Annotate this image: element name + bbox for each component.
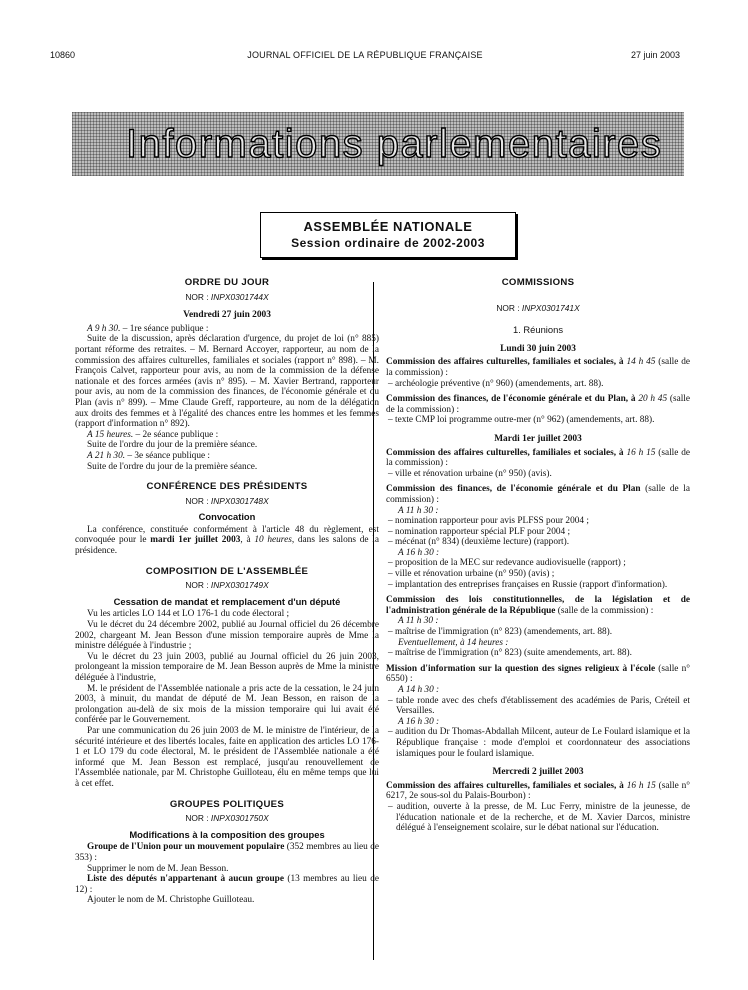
d2c4-list-1 bbox=[386, 696, 690, 717]
list-item: – audition, ouverte à la presse, de M. Luc Ferry, ministre de la jeunesse, de l'éducation nationale et de la recherche, et de M. Xavier Darcos, ministre délégué à l'enseignement scolaire, sur le débat national sur l'éducation. bbox=[386, 802, 690, 834]
list-item: – archéologie préventive (n° 960) (amendements, art. 88). bbox=[386, 379, 690, 390]
list-item: – mécénat (n° 834) (deuxième lecture) (rapport). bbox=[386, 537, 690, 548]
list-item: – proposition de la MEC sur redevance audiovisuelle (rapport) ; bbox=[386, 558, 690, 569]
composition-p3: Vu le décret du 23 juin 2003, publié au Journal officiel du 26 juin 2003, prolongeant la mission temporaire de M. Jean Besson auprès de Mme la ministre déléguée à l'industrie, bbox=[75, 651, 379, 683]
conference-sub: Convocation bbox=[198, 511, 256, 523]
d2c4-time-2: A 16 h 30 : bbox=[398, 716, 440, 727]
groupes-sub: Modifications à la composition des groupes bbox=[129, 828, 325, 840]
d2c2-time-1: A 11 h 30 : bbox=[398, 505, 439, 516]
seance-1: A 9 h 30. – 1re séance publique : bbox=[87, 323, 209, 334]
seance-3-text: Suite de l'ordre du jour de la première séance. bbox=[87, 461, 258, 472]
composition-sub: Cessation de mandat et remplacement d'un député bbox=[113, 595, 341, 607]
right-column bbox=[386, 278, 690, 834]
seance-2: A 15 heures. – 2e séance publique : bbox=[87, 429, 219, 440]
composition-p1: Vu les articles LO 144 et LO 176-1 du code électoral ; bbox=[87, 609, 290, 620]
composition-nor: NOR : INPX0301749X bbox=[185, 580, 269, 591]
groupe-2-action: Ajouter le nom de M. Christophe Guilloteau. bbox=[87, 895, 255, 906]
page-number: 10860 bbox=[50, 50, 76, 60]
commissions-nor: NOR : INPX0301741X bbox=[496, 302, 580, 313]
d2c3-time-1: A 11 h 30 : bbox=[398, 616, 439, 627]
d2-mission: Mission d'information sur la question des signes religieux à l'école (salle n° 6550) : bbox=[386, 663, 690, 685]
groupe-2: Liste des députés n'appartenant à aucun groupe (13 membres au lieu de 12) : bbox=[75, 874, 379, 895]
d2-commission-3: Commission des lois constitutionnelles, de la législation et de l'administration générale de la République (salle de la commission) : bbox=[386, 595, 690, 616]
d3c1-list bbox=[386, 802, 690, 834]
commissions-title: COMMISSIONS bbox=[501, 277, 575, 288]
conference-text: La conférence, constituée conformément à l'article 48 du règlement, est convoquée pour le mardi 1er juillet 2003, à 10 heures, dans les salons de la présidence. bbox=[75, 524, 380, 557]
reunions-sub: 1. Réunions bbox=[512, 324, 564, 336]
session-name: Session ordinaire de 2002-2003 bbox=[291, 236, 485, 250]
left-column bbox=[75, 278, 379, 906]
list-item: – texte CMP loi programme outre-mer (n° 962) (amendements, art. 88). bbox=[386, 415, 690, 426]
list-item: – maîtrise de l'immigration (n° 823) (suite amendements, art. 88). bbox=[386, 648, 690, 659]
composition-title: COMPOSITION DE L'ASSEMBLÉE bbox=[145, 565, 309, 577]
d2c4-time-1: A 14 h 30 : bbox=[398, 685, 440, 695]
conference-title: CONFÉRENCE DES PRÉSIDENTS bbox=[146, 481, 308, 493]
d2c2-list-1 bbox=[386, 516, 690, 548]
d2c4-list-2 bbox=[386, 727, 690, 759]
seance-2-text: Suite de l'ordre du jour de la première séance. bbox=[87, 440, 258, 451]
date-mardi: Mardi 1er juillet 2003 bbox=[494, 433, 582, 444]
ordre-nor: NOR : INPX0301744X bbox=[185, 291, 269, 302]
groupe-1: Groupe de l'Union pour un mouvement populaire (352 membres au lieu de 353) : bbox=[75, 842, 379, 863]
d1c1-list bbox=[386, 379, 690, 390]
d2c3-time-2: Eventuellement, à 14 heures : bbox=[398, 637, 509, 648]
d2c3-list-2 bbox=[386, 648, 690, 659]
journal-title: JOURNAL OFFICIEL DE LA RÉPUBLIQUE FRANÇAISE bbox=[247, 50, 483, 60]
d2-commission-1: Commission des affaires culturelles, familiales et sociales, à 16 h 15 (salle de la commission) : bbox=[386, 447, 691, 469]
d1-commission-1: Commission des affaires culturelles, familiales et sociales, à 14 h 45 (salle de la commission) : bbox=[386, 357, 691, 378]
banner-title: Informations parlementaires bbox=[126, 122, 663, 166]
d2c1-list bbox=[386, 469, 690, 480]
d3-commission-1: Commission des affaires culturelles, familiales et sociales, à 16 h 15 (salle n° 6217, 2e sous-sol du Palais-Bourbon) : bbox=[386, 780, 691, 802]
ordre-title: ORDRE DU JOUR bbox=[184, 277, 270, 288]
list-item: – ville et rénovation urbaine (n° 950) (avis). bbox=[386, 469, 690, 480]
groupes-title: GROUPES POLITIQUES bbox=[169, 798, 285, 810]
seance-3: A 21 h 30. – 3e séance publique : bbox=[87, 450, 210, 461]
groupes-nor: NOR : INPX0301750X bbox=[185, 813, 269, 824]
date-lundi: Lundi 30 juin 2003 bbox=[500, 343, 576, 354]
d2c2-list-2 bbox=[386, 558, 690, 590]
list-item: – nomination rapporteur spécial PLF pour 2004 ; bbox=[386, 527, 690, 538]
date-mercredi: Mercredi 2 juillet 2003 bbox=[492, 767, 584, 778]
d1c2-list bbox=[386, 415, 690, 426]
composition-p5: Par une communication du 26 juin 2003 de M. le ministre de l'intérieur, de la sécurité intérieure et des libertés locales, faite en application des articles LO 176-1 et LO 179 du code électoral, M. le président de l'Assemblée nationale a été informé que M. Jean Besson est remplacé, jusqu'au renouvellement de l'Assemblée nationale, par M. Christophe Guilloteau, élu en même temps que lui à cet effet. bbox=[75, 725, 379, 789]
d2c2-time-2: A 16 h 30 : bbox=[398, 547, 440, 558]
issue-date: 27 juin 2003 bbox=[630, 50, 680, 60]
composition-p4: M. le président de l'Assemblée nationale a pris acte de la cessation, le 24 juin 2003, à minuit, du mandat de député de M. Jean Besson, en raison de la prolongation au-delà de six mois de la mission temporaire qui lui avait été conférée par le Gouvernement. bbox=[75, 683, 379, 726]
conference-nor: NOR : INPX0301748X bbox=[185, 495, 269, 506]
list-item: – nomination rapporteur pour avis PLFSS pour 2004 ; bbox=[386, 516, 690, 527]
assembly-box bbox=[260, 212, 516, 258]
list-item: – audition du Dr Thomas-Abdallah Milcent, auteur de Le Foulard islamique et la République française : mode d'emploi et coordonnateur des associations islamiques pour le foulard islamique. bbox=[386, 727, 690, 759]
list-item: – implantation des entreprises françaises en Russie (rapport d'information). bbox=[386, 580, 690, 591]
d2-commission-2: Commission des finances, de l'économie générale et du Plan (salle de la commission) : bbox=[386, 484, 691, 505]
d1-commission-2: Commission des finances, de l'économie générale et du Plan, à 20 h 45 (salle de la commission) : bbox=[386, 394, 691, 415]
composition-p2: Vu le décret du 24 décembre 2002, publié au Journal officiel du 26 décembre 2002, chargeant M. Jean Besson d'une mission temporaire auprès de Mme la ministre déléguée à l'industrie ; bbox=[75, 620, 379, 652]
seance-1-text: Suite de la discussion, après déclaration d'urgence, du projet de loi (n° 885) portant réforme des retraites. – M. Bernard Accoyer, rapporteur, au nom de la commission des affaires culturelles, familiales et sociales (rapport n° 898). – M. François Calvet, rapporteur pour avis, au nom de la commission de la défense nationale et des forces armées (avis n° 895). – M. Xavier Bertrand, rapporteur pour avis, au nom de la commission des finances, de l'économie générale et du Plan (avis n° 899). – Mme Claude Greff, rapporteure, au nom de la délégation aux droits des femmes et à l'égalité des chances entre les hommes et les femmes (rapport d'information n° 892). bbox=[75, 334, 379, 430]
list-item: – table ronde avec des chefs d'établissement des académies de Paris, Créteil et Versailles. bbox=[386, 696, 690, 717]
assembly-name: ASSEMBLÉE NATIONALE bbox=[303, 219, 473, 234]
list-item: – maîtrise de l'immigration (n° 823) (amendements, art. 88). bbox=[386, 627, 690, 638]
section-banner bbox=[72, 112, 684, 176]
ordre-date: Vendredi 27 juin 2003 bbox=[183, 310, 271, 321]
d2c3-list-1 bbox=[386, 627, 690, 638]
list-item: – ville et rénovation urbaine (n° 950) (avis) ; bbox=[386, 569, 690, 580]
groupe-1-action: Supprimer le nom de M. Jean Besson. bbox=[87, 863, 229, 874]
